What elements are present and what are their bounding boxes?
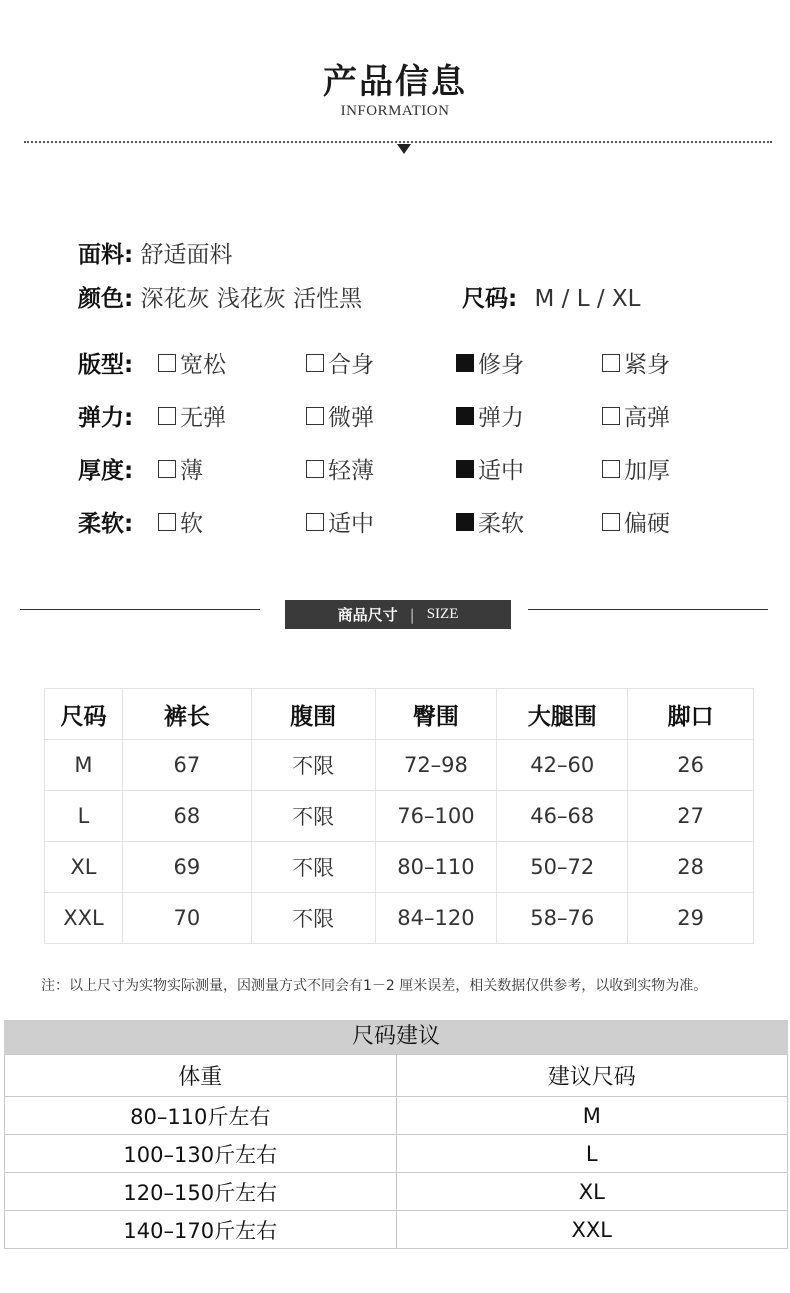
checkbox-empty-icon: [602, 407, 620, 425]
attribute-option-label: 柔软: [478, 511, 524, 537]
size-table-header-cell: 腹围: [251, 689, 375, 740]
attribute-option-label: 适中: [478, 458, 524, 484]
attribute-option: [456, 399, 524, 432]
checkbox-checked-icon: [456, 407, 474, 425]
attribute-option-label: 偏硬: [624, 511, 670, 537]
attribute-option-label: 软: [180, 511, 203, 537]
size-banner-en: SIZE: [426, 606, 459, 622]
table-cell: 不限: [251, 740, 375, 791]
table-cell: XL: [396, 1173, 788, 1211]
table-row: [5, 1097, 788, 1135]
table-cell: 69: [122, 842, 251, 893]
table-cell: M: [396, 1097, 788, 1135]
table-cell: M: [45, 740, 123, 791]
attribute-option-label: 紧身: [624, 352, 670, 378]
fabric-value: 舒适面料: [140, 242, 233, 268]
table-cell: 58–76: [497, 893, 628, 944]
table-row: [5, 1135, 788, 1173]
attribute-option: [158, 452, 203, 485]
checkbox-empty-icon: [158, 407, 176, 425]
attribute-option: [602, 399, 670, 432]
fabric-row: [78, 236, 233, 269]
suggestion-title: 尺码建议: [4, 1020, 788, 1054]
attribute-label: 柔软:: [78, 511, 134, 537]
attribute-option: [158, 346, 226, 379]
table-cell: 不限: [251, 842, 375, 893]
table-cell: 不限: [251, 791, 375, 842]
attribute-option: [306, 346, 374, 379]
attribute-option-label: 加厚: [624, 458, 670, 484]
attribute-option-label: 薄: [180, 458, 203, 484]
size-table-header-cell: 尺码: [45, 689, 123, 740]
suggestion-header-cell: 体重: [5, 1055, 397, 1097]
checkbox-empty-icon: [306, 354, 324, 372]
checkbox-empty-icon: [306, 460, 324, 478]
attribute-option-label: 微弹: [328, 405, 374, 431]
attribute-option: [306, 505, 374, 538]
table-row: [45, 842, 754, 893]
table-cell: 42–60: [497, 740, 628, 791]
checkbox-checked-icon: [456, 354, 474, 372]
attribute-option: [602, 452, 670, 485]
size-table-header-cell: 脚口: [628, 689, 754, 740]
size-table: [44, 688, 754, 944]
size-table-header-row: [45, 689, 754, 740]
dotted-divider: [24, 141, 772, 143]
checkbox-checked-icon: [456, 513, 474, 531]
table-cell: 68: [122, 791, 251, 842]
attribute-label: 弹力:: [78, 405, 134, 431]
table-cell: 27: [628, 791, 754, 842]
table-row: [5, 1211, 788, 1249]
size-table-header-cell: 大腿围: [497, 689, 628, 740]
attribute-option: [158, 505, 203, 538]
measurement-note: 注：以上尺寸为实物实际测量，因测量方式不同会有1－2 厘米误差，相关数据仅供参考，以收到实物为准。: [41, 978, 708, 994]
table-cell: 67: [122, 740, 251, 791]
attribute-label: 厚度:: [78, 458, 134, 484]
table-cell: 不限: [251, 893, 375, 944]
attribute-option-label: 适中: [328, 511, 374, 537]
table-cell: 140–170斤左右: [5, 1211, 397, 1249]
size-value: M / L / XL: [534, 286, 641, 312]
size-row: [462, 280, 641, 313]
checkbox-empty-icon: [158, 513, 176, 531]
table-cell: XL: [45, 842, 123, 893]
table-cell: 28: [628, 842, 754, 893]
attribute-option: [306, 399, 374, 432]
page-subtitle: INFORMATION: [340, 103, 450, 119]
fabric-label: 面料:: [78, 242, 134, 268]
table-cell: 46–68: [497, 791, 628, 842]
banner-line-right: [528, 609, 768, 610]
triangle-down-icon: [397, 144, 411, 154]
suggestion-header-row: [5, 1055, 788, 1097]
size-banner-separator: |: [409, 605, 415, 624]
table-cell: 80–110斤左右: [5, 1097, 397, 1135]
checkbox-empty-icon: [602, 460, 620, 478]
color-row: [78, 280, 362, 313]
table-cell: L: [45, 791, 123, 842]
size-banner: [285, 600, 511, 629]
table-cell: 70: [122, 893, 251, 944]
checkbox-checked-icon: [456, 460, 474, 478]
size-label: 尺码:: [462, 286, 518, 312]
suggestion-header-cell: 建议尺码: [396, 1055, 788, 1097]
table-cell: 72–98: [375, 740, 497, 791]
table-row: [45, 893, 754, 944]
color-value: 深花灰 浅花灰 活性黑: [140, 286, 363, 312]
checkbox-empty-icon: [602, 354, 620, 372]
table-cell: 29: [628, 893, 754, 944]
attribute-option: [456, 346, 524, 379]
table-cell: XXL: [45, 893, 123, 944]
size-table-header-cell: 臀围: [375, 689, 497, 740]
table-cell: 84–120: [375, 893, 497, 944]
table-cell: 76–100: [375, 791, 497, 842]
table-cell: XXL: [396, 1211, 788, 1249]
attribute-label: 版型:: [78, 352, 134, 378]
table-cell: 50–72: [497, 842, 628, 893]
attribute-option: [456, 505, 524, 538]
size-table-header-cell: 裤长: [122, 689, 251, 740]
attribute-option-label: 修身: [478, 352, 524, 378]
checkbox-empty-icon: [306, 407, 324, 425]
table-row: [5, 1173, 788, 1211]
table-cell: 26: [628, 740, 754, 791]
attribute-option: [456, 452, 524, 485]
suggestion-table: [4, 1054, 788, 1249]
attribute-option: [602, 505, 670, 538]
attribute-option-label: 宽松: [180, 352, 226, 378]
checkbox-empty-icon: [158, 460, 176, 478]
attribute-option-label: 合身: [328, 352, 374, 378]
attribute-option-label: 轻薄: [328, 458, 374, 484]
banner-line-left: [20, 609, 260, 610]
attribute-option: [306, 452, 374, 485]
table-cell: 80–110: [375, 842, 497, 893]
checkbox-empty-icon: [602, 513, 620, 531]
table-cell: L: [396, 1135, 788, 1173]
table-row: [45, 740, 754, 791]
attribute-option: [602, 346, 670, 379]
table-cell: 100–130斤左右: [5, 1135, 397, 1173]
checkbox-empty-icon: [306, 513, 324, 531]
page-title: 产品信息: [323, 62, 467, 102]
color-label: 颜色:: [78, 286, 134, 312]
checkbox-empty-icon: [158, 354, 176, 372]
size-banner-zh: 商品尺寸: [337, 606, 398, 624]
attribute-option: [158, 399, 226, 432]
table-cell: 120–150斤左右: [5, 1173, 397, 1211]
attribute-option-label: 弹力: [478, 405, 524, 431]
attribute-option-label: 无弹: [180, 405, 226, 431]
table-row: [45, 791, 754, 842]
attribute-option-label: 高弹: [624, 405, 670, 431]
